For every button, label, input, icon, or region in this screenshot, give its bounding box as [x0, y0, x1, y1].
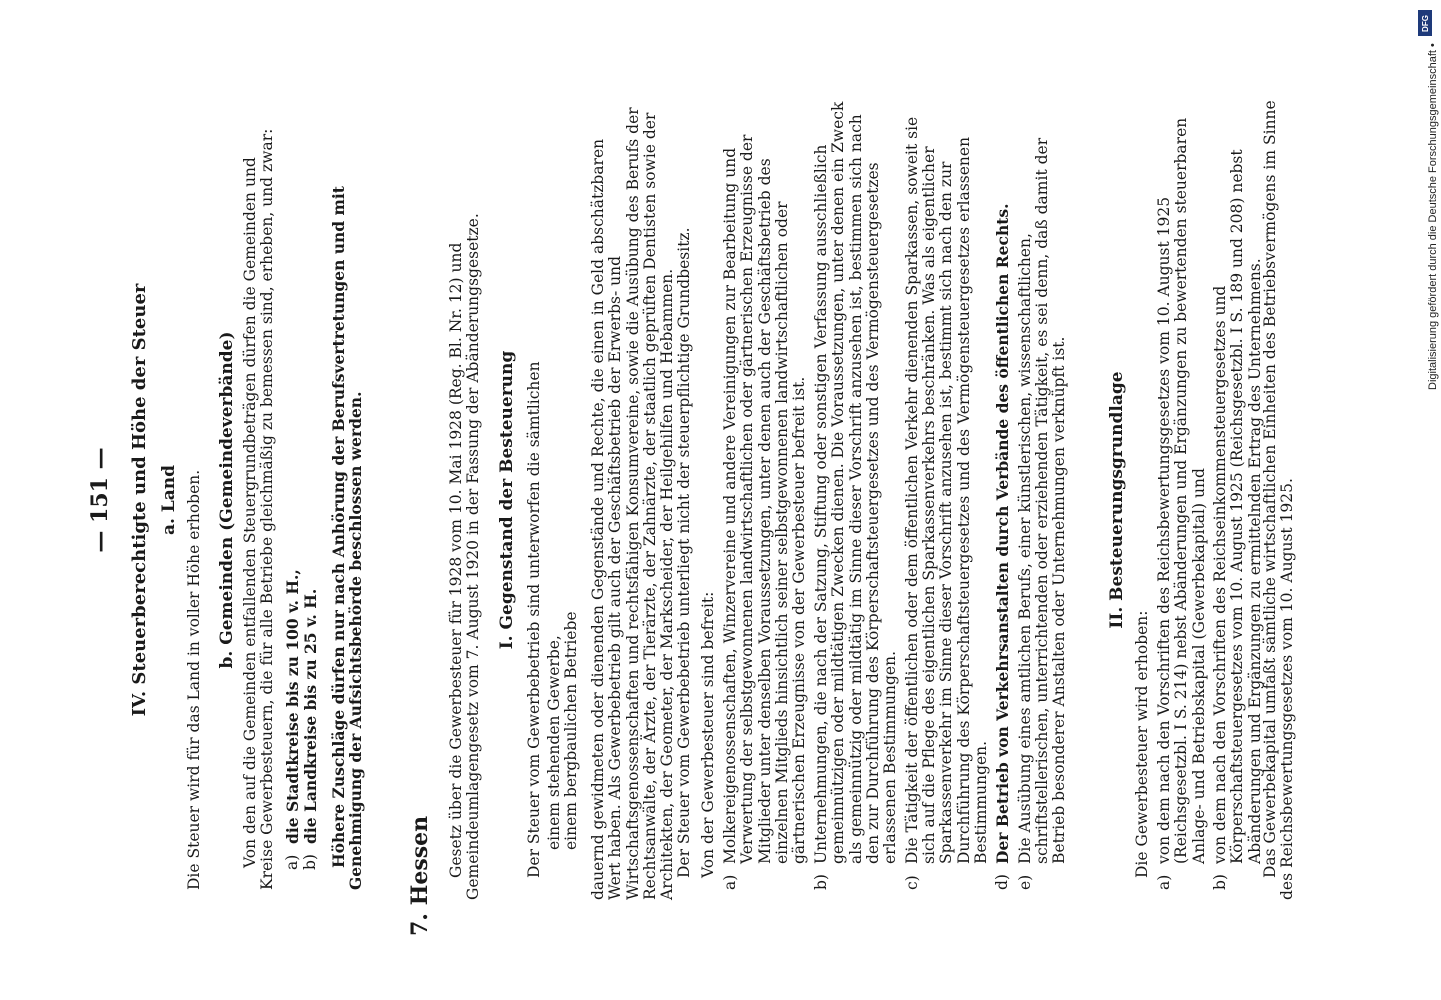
- item-text: die Stadtkreise bis zu 100 v. H.,: [283, 569, 302, 844]
- section-i-paragraph-1: dauernd gewidmeten oder dienenden Gegenstände und Rechte, die einen in Geld abschätzbaren Wert haben. Als Gewerbebetrieb gilt auch der Geschäftsbetrieb der Erwerbs- und Wirtschaftsgenossenschaften und rechtsfähigen Konsumvereine, sowie die Ausübung des Berufs der Rechtsanwälte, der Ärzte, der Tierärzte, der Zahnärzte, der staatlich geprüften Dentisten sowie der Architekten, der Geometer, der Markscheider, der Heilgehilfen und Hebammen.: [589, 107, 677, 900]
- section-iv-b-heading: b. Gemeinden (Gemeindeverbände): [217, 331, 237, 669]
- list-item: [994, 90, 1012, 890]
- list-item: [1212, 90, 1264, 890]
- item-text: Unternehmungen, die nach der Satzung, Stiftung oder sonstigen Verfassung ausschließlich gemeinnützigen oder mildtätigen Zwecken dienen. Die Voraussetzungen, unter denen ein Zweck als gemeinnützig oder mildtätig im Sinne dieser Vorschrift anzusehen ist, bestimmen sich nach den zur Durchführung des Körperschaftsteuergesetzes und des Vermögensteuergesetzes erlassenen Bestimmungen.: [811, 101, 900, 864]
- list-item: [813, 90, 900, 890]
- list-item: [904, 90, 991, 890]
- item-text: Der Betrieb von Verkehrsanstalten durch Verbände des öffentlichen Rechts.: [993, 203, 1013, 864]
- item-label: a): [721, 874, 739, 890]
- item-text: die Landkreise bis zu 25 v. H.: [301, 588, 321, 844]
- item-label: e): [1015, 874, 1034, 890]
- item-label: d): [993, 874, 1012, 890]
- digitization-credit: Digitalisierung gefördert durch die Deutsche Forschungsgemeinschaft •: [1427, 43, 1439, 390]
- section-iv-b-note: Höhere Zuschläge dürfen nur nach Anhörung der Berufsvertretungen und mit Genehmigung der Aufsichtsbehörde beschlossen werden.: [329, 186, 366, 890]
- page-number: — 151 —: [87, 447, 113, 553]
- hessen-title: 7. Hessen: [407, 815, 433, 936]
- section-i-paragraph-2: Der Steuer vom Gewerbebetrieb unterliegt nicht der steuerpflichtige Grundbesitz.: [675, 227, 693, 878]
- dfg-logo-text: DFG: [1420, 14, 1430, 32]
- section-ii-closing: Das Gewerbekapital umfaßt sämtliche wirtschaftlichen Einheiten des Betriebsvermögens im Sinne des Reichsbewertungsgesetzes vom 10. August 1925.: [1261, 100, 1297, 900]
- list-item: [284, 170, 302, 870]
- section-i-lead-items: [546, 350, 581, 850]
- section-i-paragraph-3: Von der Gewerbesteuer sind befreit:: [699, 591, 717, 878]
- section-i-lead: Der Steuer vom Gewerbebetrieb sind unterworfen die sämtlichen: [525, 361, 543, 878]
- item-label: a): [1155, 874, 1173, 890]
- section-i-exemptions: [722, 90, 1069, 890]
- section-i-title: I. Gegenstand der Besteuerung: [497, 350, 517, 650]
- list-item: [1017, 90, 1069, 890]
- hessen-intro: Gesetz über die Gewerbesteuer für 1928 vom 10. Mai 1928 (Reg. Bl. Nr. 12) und Gemeindeumlagengesetz vom 7. August 1920 in der Fassung der Abänderungsgesetze.: [447, 213, 483, 900]
- list-item: [302, 170, 320, 870]
- item-text: Molkereigenossenschaften, Winzervereine und andere Vereinigungen zur Bearbeitung und Verwertung der selbstgewonnenen landwirtschaftlichen oder gärtnerischen Erzeugnisse der Mitglieder unter denselben Voraussetzungen, unter denen auch der Geschäftsbetrieb des einzelnen Mitglieds hinsichtlich seiner selbstgewonnenen landwirtschaftlichen oder gärtnerischen Erzeugnisse von der Gewerbesteuer befreit ist.: [721, 134, 809, 864]
- section-iv-b-items: [284, 170, 321, 870]
- item-text: Die Ausübung eines amtlichen Berufs, einer künstlerischen, wissenschaftlichen, schriftstellerischen, unterrichtenden oder erziehenden Tätigkeit, es sei denn, daß damit der Betrieb besonderer Anstalten oder Unternehmungen verknüpft ist.: [1015, 137, 1069, 864]
- list-item: einem stehenden Gewerbe,: [545, 635, 563, 850]
- item-label: a): [283, 854, 301, 870]
- item-text: von dem nach den Vorschriften des Reichseinkommensteuergesetzes und Körperschaftsteuergesetzes vom 10. August 1925 (Reichsgesetzbl. I S. 189 und 208) nebst Abänderungen und Ergänzungen zu ermittelnden Ertrag des Unternehmens.: [1211, 149, 1264, 864]
- list-item: [722, 90, 809, 890]
- item-label: b): [811, 874, 830, 890]
- list-item: einem bergbaulichen Betriebe: [562, 611, 581, 850]
- section-iv-title: IV. Steuerberechtigte und Höhe der Steuer: [129, 283, 150, 717]
- section-ii-items: [1156, 90, 1264, 890]
- section-iv-a-heading: a. Land: [159, 464, 179, 536]
- list-item: [1156, 90, 1208, 890]
- item-label: b): [1211, 874, 1230, 890]
- section-ii-lead: Die Gewerbesteuer wird erhoben:: [1133, 610, 1151, 878]
- section-ii-title: II. Besteuerungsgrundlage: [1107, 371, 1127, 629]
- item-label: b): [301, 854, 320, 870]
- item-text: Die Tätigkeit der öffentlichen oder dem öffentlichen Verkehr dienenden Sparkassen, soweit sie sich auf die Pflege des eigentlichen Sparkassenverkehrs beschränken. Was als eigentlicher Sparkassenverkehr im Sinne dieser Vorschrift anzusehen ist, bestimmt sich nach den zur Durchführung des Körperschaftsteuergesetzes und des Vermögensteuergesetzes erlassenen Bestimmungen.: [902, 116, 991, 864]
- section-iv-b-text: Von den auf die Gemeinden entfallenden Steuergrundbeträgen dürfen die Gemeinden und Kreise Gewerbesteuern, die für alle Betriebe gleichmäßig zu bemessen sind, erheben, und zwar:: [241, 128, 277, 890]
- section-iv-a-text: Die Steuer wird für das Land in voller Höhe erhoben.: [185, 469, 203, 890]
- item-label: c): [902, 875, 921, 890]
- item-text: von dem nach den Vorschriften des Reichsbewertungsgesetzes vom 10. August 1925 (Reichsgesetzbl. I S. 214) nebst Abänderungen und Ergänzungen zu bewertenden steuerbaren Anlage- und Betriebskapital (Gewerbekapital) und: [1155, 117, 1208, 864]
